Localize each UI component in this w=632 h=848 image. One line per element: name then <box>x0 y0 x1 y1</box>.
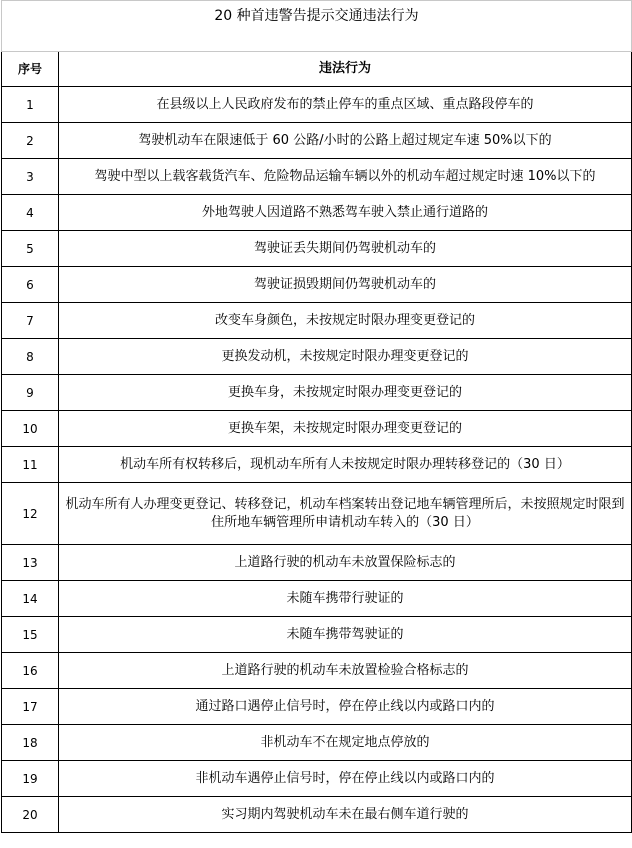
table-row <box>2 617 632 653</box>
table-row <box>2 159 632 195</box>
row-number: 13 <box>2 545 59 581</box>
row-behavior: 外地驾驶人因道路不熟悉驾车驶入禁止通行道路的 <box>59 195 632 231</box>
table-row <box>2 195 632 231</box>
table-row <box>2 231 632 267</box>
row-behavior: 驾驶机动车在限速低于 60 公路/小时的公路上超过规定车速 50%以下的 <box>59 123 632 159</box>
row-behavior: 非机动车遇停止信号时，停在停止线以内或路口内的 <box>59 761 632 797</box>
row-behavior: 上道路行驶的机动车未放置保险标志的 <box>59 545 632 581</box>
row-number: 19 <box>2 761 59 797</box>
violations-table <box>1 0 632 833</box>
row-number: 16 <box>2 653 59 689</box>
table-row <box>2 483 632 545</box>
row-number: 7 <box>2 303 59 339</box>
table-row <box>2 411 632 447</box>
table-row <box>2 87 632 123</box>
row-number: 11 <box>2 447 59 483</box>
row-behavior: 机动车所有人办理变更登记、转移登记，机动车档案转出登记地车辆管理所后，未按照规定时限到住所地车辆管理所申请机动车转入的（30 日） <box>59 483 632 545</box>
row-number: 4 <box>2 195 59 231</box>
row-number: 12 <box>2 483 59 545</box>
table-row <box>2 375 632 411</box>
table-row <box>2 545 632 581</box>
row-number: 8 <box>2 339 59 375</box>
row-behavior: 更换车架，未按规定时限办理变更登记的 <box>59 411 632 447</box>
row-behavior: 驾驶证丢失期间仍驾驶机动车的 <box>59 231 632 267</box>
row-behavior: 通过路口遇停止信号时，停在停止线以内或路口内的 <box>59 689 632 725</box>
row-behavior: 实习期内驾驶机动车未在最右侧车道行驶的 <box>59 797 632 833</box>
row-behavior: 在县级以上人民政府发布的禁止停车的重点区域、重点路段停车的 <box>59 87 632 123</box>
table-row <box>2 123 632 159</box>
table-row <box>2 339 632 375</box>
row-number: 6 <box>2 267 59 303</box>
row-behavior: 机动车所有权转移后，现机动车所有人未按规定时限办理转移登记的（30 日） <box>59 447 632 483</box>
title-row <box>2 1 632 52</box>
table-row <box>2 761 632 797</box>
row-behavior: 驾驶中型以上载客载货汽车、危险物品运输车辆以外的机动车超过规定时速 10%以下的 <box>59 159 632 195</box>
row-behavior: 非机动车不在规定地点停放的 <box>59 725 632 761</box>
row-number: 9 <box>2 375 59 411</box>
row-behavior: 未随车携带驾驶证的 <box>59 617 632 653</box>
row-behavior: 更换发动机，未按规定时限办理变更登记的 <box>59 339 632 375</box>
table-row <box>2 653 632 689</box>
row-number: 3 <box>2 159 59 195</box>
row-behavior: 未随车携带行驶证的 <box>59 581 632 617</box>
row-behavior: 更换车身，未按规定时限办理变更登记的 <box>59 375 632 411</box>
document-sheet <box>1 0 631 833</box>
table-title: 20 种首违警告提示交通违法行为 <box>2 1 632 52</box>
row-number: 15 <box>2 617 59 653</box>
table-row <box>2 581 632 617</box>
table-row <box>2 447 632 483</box>
row-number: 1 <box>2 87 59 123</box>
table-row <box>2 267 632 303</box>
row-number: 2 <box>2 123 59 159</box>
header-behavior: 违法行为 <box>59 52 632 87</box>
row-number: 20 <box>2 797 59 833</box>
table-body <box>2 87 632 833</box>
table-row <box>2 303 632 339</box>
header-number: 序号 <box>2 52 59 87</box>
row-number: 17 <box>2 689 59 725</box>
row-behavior: 驾驶证损毁期间仍驾驶机动车的 <box>59 267 632 303</box>
row-number: 14 <box>2 581 59 617</box>
table-row <box>2 725 632 761</box>
row-number: 10 <box>2 411 59 447</box>
row-number: 5 <box>2 231 59 267</box>
row-behavior: 上道路行驶的机动车未放置检验合格标志的 <box>59 653 632 689</box>
header-row <box>2 52 632 87</box>
table-row <box>2 797 632 833</box>
row-number: 18 <box>2 725 59 761</box>
table-row <box>2 689 632 725</box>
row-behavior: 改变车身颜色，未按规定时限办理变更登记的 <box>59 303 632 339</box>
